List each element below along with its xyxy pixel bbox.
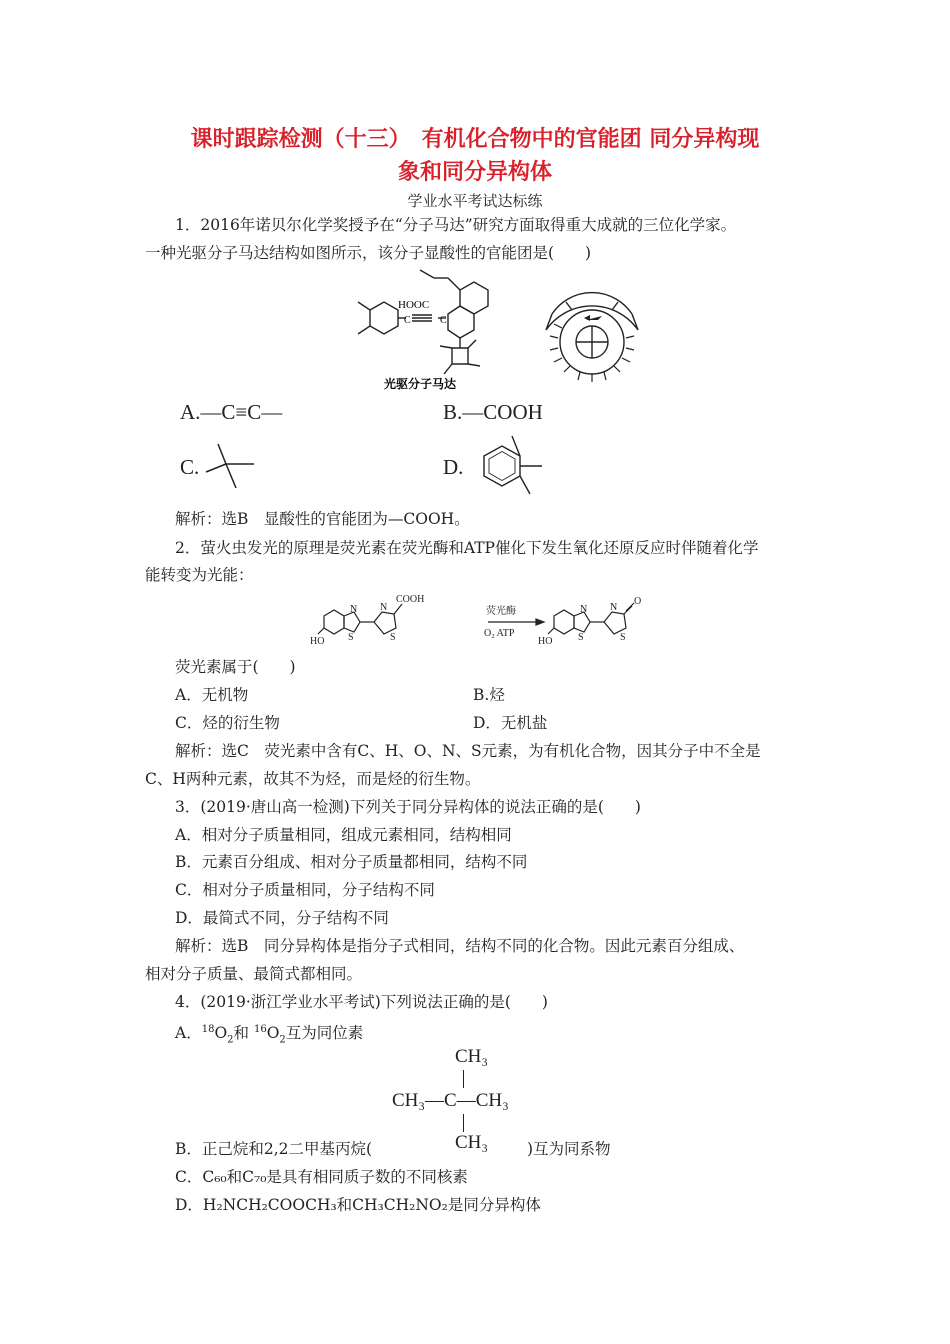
- q4-option-a[interactable]: [175, 1020, 363, 1050]
- q4-option-a-prefix: A．: [175, 1024, 202, 1043]
- svg-text:C: C: [404, 315, 411, 326]
- q4-option-d[interactable]: D．H₂NCH₂COOCH₃和CH₃CH₂NO₂是同分异构体: [175, 1196, 541, 1214]
- q1-option-d[interactable]: [443, 455, 463, 480]
- q4-option-a-o2: O: [266, 1024, 280, 1043]
- q1-option-a-formula: —C≡C—: [200, 400, 283, 424]
- q2-label-s4: S: [620, 632, 626, 643]
- q4-option-a-suffix: 互为同位素: [285, 1024, 364, 1043]
- q4-option-c[interactable]: C．C₆₀和C₇₀是具有相同质子数的不同核素: [175, 1168, 468, 1186]
- q1-option-b-formula: —COOH: [462, 400, 543, 424]
- q2-option-c[interactable]: C．烃的衍生物: [175, 714, 280, 732]
- q2-option-d[interactable]: D．无机盐: [473, 714, 548, 732]
- q4-option-a-o1: O: [214, 1024, 228, 1043]
- q1-option-b-label: B.: [443, 400, 463, 424]
- q1-option-c[interactable]: [180, 455, 199, 480]
- q1-answer: 解析：选B 显酸性的官能团为—COOH。: [175, 510, 470, 528]
- q2-stem-line1: 2．萤火虫发光的原理是荧光素在荧光酶和ATP催化下发生氧化还原反应时伴随着化学: [175, 539, 759, 557]
- q3-stem: 3．(2019·唐山高一检测)下列关于同分异构体的说法正确的是( ): [175, 798, 641, 816]
- q1-stem-line2: 一种光驱分子马达结构如图所示，该分子显酸性的官能团是( ): [145, 244, 592, 262]
- q1-option-c-structure: [202, 442, 262, 492]
- q1-option-b[interactable]: [443, 400, 543, 425]
- q4-struct-ch3-top: CH₃: [455, 1046, 489, 1067]
- q1-option-a-label: A.: [180, 400, 201, 424]
- q2-catalyst-top: 荧光酶: [486, 606, 516, 617]
- q4-option-a-sup1: 18: [201, 1024, 215, 1035]
- q4-option-a-sub2: 2: [279, 1034, 286, 1046]
- q4-struct-ch3-bottom: CH₃: [455, 1132, 489, 1153]
- q2-answer-line1: 解析：选C 荧光素中含有C、H、O、N、S元素，为有机化合物，因其分子中不全是: [175, 742, 761, 760]
- q2-label-ho1: HO: [310, 636, 325, 647]
- q4-struct-bond-top: [463, 1070, 464, 1088]
- section-subtitle: 学业水平考试达标练: [407, 192, 543, 210]
- q2-option-a[interactable]: A．无机物: [175, 686, 249, 704]
- q3-answer-line1: 解析：选B 同分异构体是指分子式相同，结构不同的化合物。因此元素百分组成、: [175, 937, 745, 955]
- q2-label-ho2: HO: [538, 636, 553, 647]
- q4-option-b-prefix[interactable]: B．正己烷和2,2二甲基丙烷(: [175, 1140, 373, 1158]
- svg-text:C: C: [440, 315, 447, 326]
- q2-answer-line2: C、H两种元素，故其不为烃，而是烃的衍生物。: [145, 770, 481, 788]
- q1-figure-caption: 光驱分子马达: [384, 377, 457, 391]
- q4-struct-main: CH₃—C—CH₃: [392, 1090, 509, 1111]
- q3-option-a[interactable]: A．相对分子质量相同，组成元素相同，结构相同: [175, 826, 512, 844]
- q1-molecular-motor-figure: [340, 268, 640, 398]
- q4-option-a-and: 和: [233, 1024, 254, 1043]
- q1-option-d-structure: [476, 432, 548, 500]
- q2-question: 荧光素属于( ): [175, 658, 296, 676]
- q4-option-a-sub1: 2: [227, 1034, 234, 1046]
- q2-label-n1: N: [350, 604, 358, 615]
- q4-option-a-sup2: 16: [253, 1024, 267, 1035]
- q3-answer-line2: 相对分子质量、最简式都相同。: [145, 965, 363, 983]
- page-title-line1: 课时跟踪检测（十三） 有机化合物中的官能团 同分异构现: [190, 127, 760, 152]
- q2-label-s1: S: [348, 632, 354, 643]
- q3-option-c[interactable]: C．相对分子质量相同，分子结构不同: [175, 881, 435, 899]
- q3-option-b[interactable]: B．元素百分组成、相对分子质量都相同，结构不同: [175, 853, 528, 871]
- q2-option-b[interactable]: B.烃: [473, 686, 505, 704]
- q2-stem-line2: 能转变为光能：: [145, 566, 254, 584]
- q2-reaction-scheme: [310, 588, 690, 650]
- q2-label-s2: S: [390, 632, 396, 643]
- q3-option-d[interactable]: D．最简式不同，分子结构不同: [175, 909, 389, 927]
- q4-stem: 4．(2019·浙江学业水平考试)下列说法正确的是( ): [175, 993, 548, 1011]
- q2-label-n3: N: [580, 604, 588, 615]
- q1-stem-line1: 1．2016年诺贝尔化学奖授予在“分子马达”研究方面取得重大成就的三位化学家。: [175, 216, 737, 234]
- q2-label-cooh: COOH: [396, 594, 425, 605]
- q4-struct-bond-bottom: [463, 1114, 464, 1132]
- q2-label-s3: S: [578, 632, 584, 643]
- q1-figure-hooc: HOOC: [398, 299, 430, 311]
- q4-option-b-suffix: )互为同系物: [527, 1140, 611, 1158]
- q2-catalyst-bottom: O₂ ATP: [484, 628, 515, 639]
- q2-label-n2: N: [380, 602, 388, 613]
- q2-label-o: O: [634, 596, 642, 607]
- q2-label-n4: N: [610, 602, 618, 613]
- q1-option-c-label: C.: [180, 455, 200, 479]
- q1-option-d-label: D.: [443, 455, 464, 479]
- page-title-line2: 象和同分异构体: [397, 160, 552, 185]
- q1-option-a[interactable]: [180, 400, 282, 425]
